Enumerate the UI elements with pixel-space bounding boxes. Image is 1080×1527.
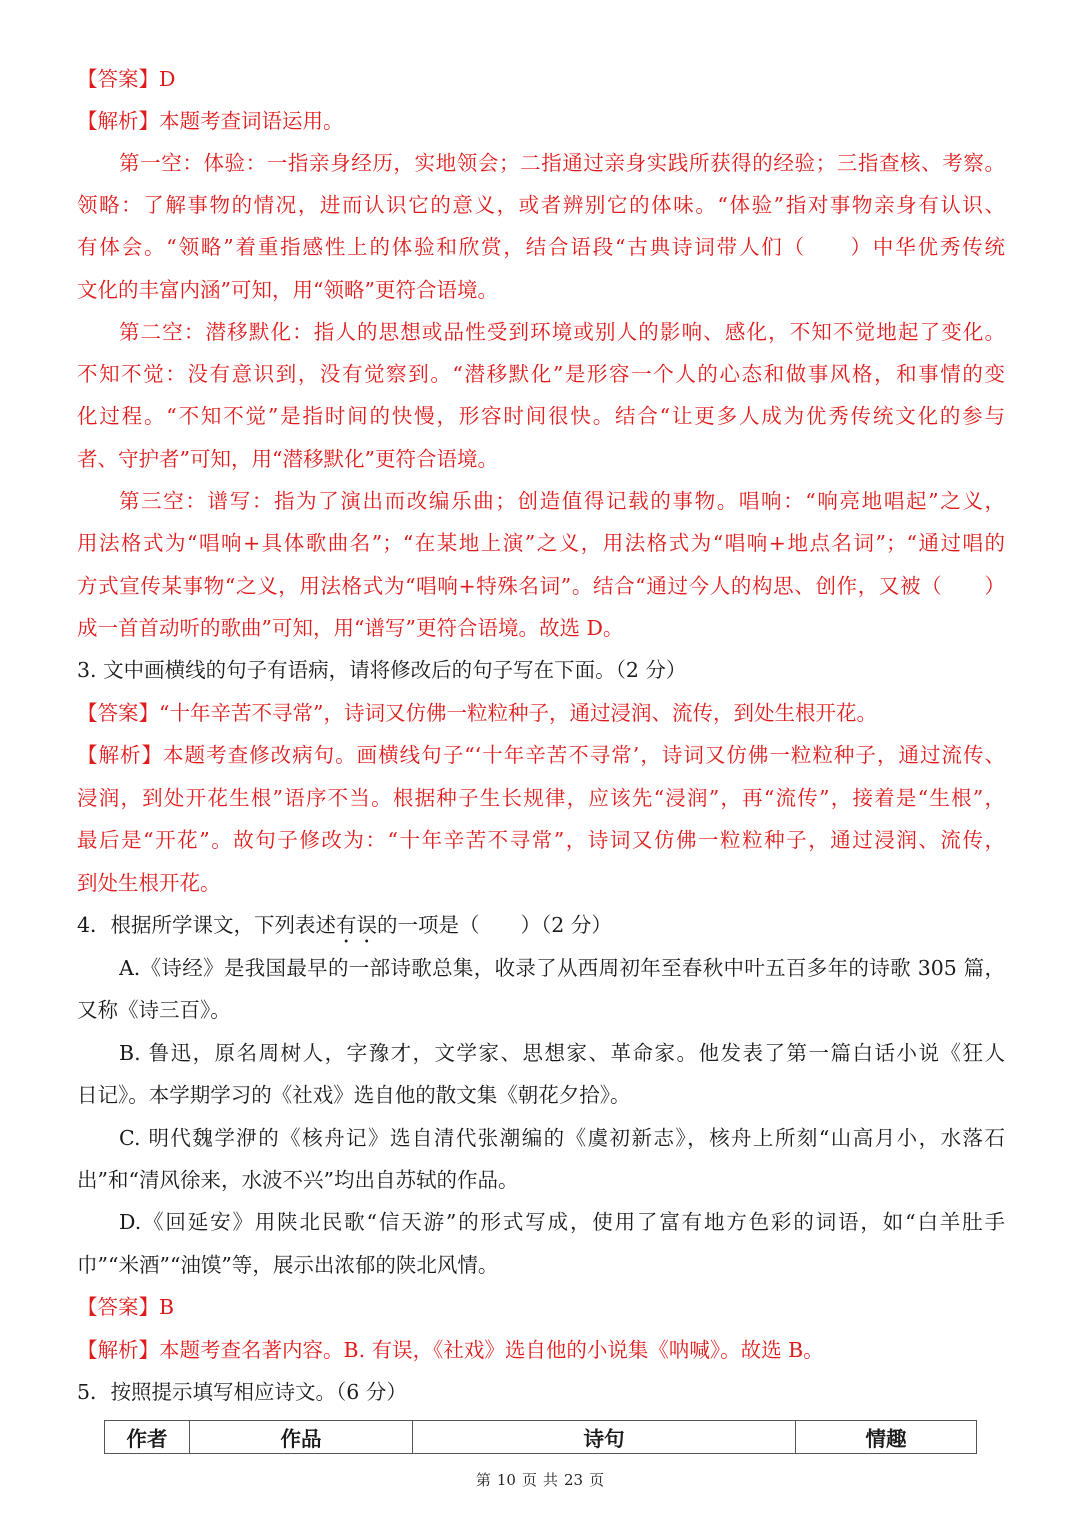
- q2-answer-tag: 【答案】: [77, 67, 159, 91]
- q3-analysis-line: 本题考查修改病句。画横线句子“‘十年辛苦不寻常’，诗词又仿佛一粒粒种子，通过流传、: [163, 743, 1005, 767]
- q4-question-emphasis: 有误: [336, 913, 378, 937]
- footer-mid1: 页: [521, 1471, 537, 1489]
- q4-analysis: [77, 1335, 1005, 1365]
- q2-answer-text: D: [159, 67, 176, 91]
- footer-page-number: 10: [496, 1471, 516, 1489]
- q4-option-b-cont: 日记》。本学期学习的《社戏》选自他的散文集《朝花夕拾》。: [77, 1083, 631, 1107]
- header-work: 作品: [190, 1421, 413, 1454]
- poem-table-header-row: [105, 1421, 977, 1454]
- q4-answer-text: B: [159, 1295, 175, 1319]
- q4-option-b: B. 鲁迅，原名周树人，字豫才，文学家、思想家、革命家。他发表了第一篇白话小说《狂人: [119, 1041, 1005, 1065]
- q4-analysis-tag: 【解析】: [77, 1338, 159, 1362]
- q2-answer: [77, 64, 1005, 94]
- q2-line: 方式宣传某事物“之义，用法格式为“唱响+特殊名词”。结合“通过今人的构思、创作，又被（ ）: [77, 574, 1005, 598]
- footer-mid2: 共: [543, 1471, 559, 1489]
- q2-line: 不知不觉：没有意识到，没有觉察到。“潜移默化”是形容一个人的心态和做事风格，和事情的变: [77, 362, 1005, 386]
- q2-analysis-tag: 【解析】: [77, 109, 159, 133]
- q4-option-d: D.《回延安》用陕北民歌“信天游”的形式写成，使用了富有地方色彩的词语，如“白羊肚手: [119, 1210, 1005, 1234]
- q3-analysis-line: 最后是“开花”。故句子修改为：“十年辛苦不寻常”，诗词又仿佛一粒粒种子，通过浸润、流传，: [77, 828, 1005, 852]
- q5-question: 5．按照提示填写相应诗文。（6 分）: [77, 1380, 407, 1404]
- q2-line: 领略：了解事物的情况，进而认识它的意义，或者辨别它的体味。“体验”指对事物亲身有认识、: [77, 193, 1005, 217]
- q2-line: 化过程。“不知不觉”是指时间的快慢，形容时间很快。结合“让更多人成为优秀传统文化的参与: [77, 404, 1005, 428]
- q2-line: 者、守护者”可知，用“潜移默化”更符合语境。: [77, 447, 498, 471]
- q4-question-before: 4．根据所学课文，下列表述: [77, 913, 337, 937]
- q2-line: 用法格式为“唱响+具体歌曲名”；“在某地上演”之义，用法格式为“唱响+地点名词”；“通过唱的: [77, 531, 1005, 555]
- q2-line: 第二空：潜移默化：指人的思想或品性受到环境或别人的影响、感化，不知不觉地起了变化。: [119, 320, 1005, 344]
- q3-analysis-line: 浸润，到处开花生根”语序不当。根据种子生长规律，应该先“浸润”，再“流传”，接着是“生根”，: [77, 786, 1005, 810]
- q3-question: 3. 文中画横线的句子有语病，请将修改后的句子写在下面。（2 分）: [77, 658, 687, 682]
- q2-line: 文化的丰富内涵”可知，用“领略”更符合语境。: [77, 278, 498, 302]
- footer-pre: 第: [475, 1471, 491, 1489]
- q3-answer-text: “十年辛苦不寻常”，诗词又仿佛一粒粒种子，通过浸润、流传，到处生根开花。: [159, 701, 877, 725]
- q4-question: [77, 910, 1005, 948]
- q4-option-c: C. 明代魏学洢的《核舟记》选自清代张潮编的《虞初新志》，核舟上所刻“山高月小，水落石: [119, 1126, 1005, 1150]
- q4-option-d-cont: 巾”“米酒”“油馍”等，展示出浓郁的陕北风情。: [77, 1253, 499, 1277]
- q4-option-a: A.《诗经》是我国最早的一部诗歌总集，收录了从西周初年至春秋中叶五百多年的诗歌 305 篇，: [119, 956, 1005, 980]
- q2-line: 成一首首动听的歌曲”可知，用“谱写”更符合语境。故选 D。: [77, 616, 624, 640]
- header-sentiment: 情趣: [796, 1421, 977, 1454]
- footer-post: 页: [589, 1471, 605, 1489]
- q2-analysis-text: 本题考查词语运用。: [159, 109, 344, 133]
- q4-answer: [77, 1292, 1005, 1322]
- q4-option-c-cont: 出”和“清风徐来，水波不兴”均出自苏轼的作品。: [77, 1168, 519, 1192]
- q4-analysis-text: 本题考查名著内容。B. 有误，《社戏》选自他的小说集《呐喊》。故选 B。: [159, 1338, 824, 1362]
- poem-table: [104, 1420, 977, 1454]
- q2-analysis: [77, 106, 1005, 136]
- header-author: 作者: [105, 1421, 190, 1454]
- q3-analysis-line: 到处生根开花。: [77, 871, 221, 895]
- q3-answer: [77, 698, 1005, 728]
- q4-option-a-cont: 又称《诗三百》。: [77, 998, 231, 1022]
- q3-analysis-tag: 【解析】: [77, 743, 164, 767]
- q3-answer-tag: 【答案】: [77, 701, 159, 725]
- page-footer: [0, 1468, 1080, 1492]
- q4-question-after: 的一项是（ ）（2 分）: [377, 913, 612, 937]
- q3-analysis: [77, 740, 1005, 770]
- header-verse: 诗句: [413, 1421, 796, 1454]
- q2-line: 第三空：谱写：指为了演出而改编乐曲；创造值得记载的事物。唱响：“响亮地唱起”之义，: [119, 489, 1005, 513]
- q4-answer-tag: 【答案】: [77, 1295, 159, 1319]
- q2-line: 第一空：体验：一指亲身经历，实地领会；二指通过亲身实践所获得的经验；三指查核、考察。: [119, 151, 1005, 175]
- footer-total-pages: 23: [564, 1471, 584, 1489]
- q2-line: 有体会。“领略”着重指感性上的体验和欣赏，结合语段“古典诗词带人们（ ）中华优秀传统: [77, 235, 1005, 259]
